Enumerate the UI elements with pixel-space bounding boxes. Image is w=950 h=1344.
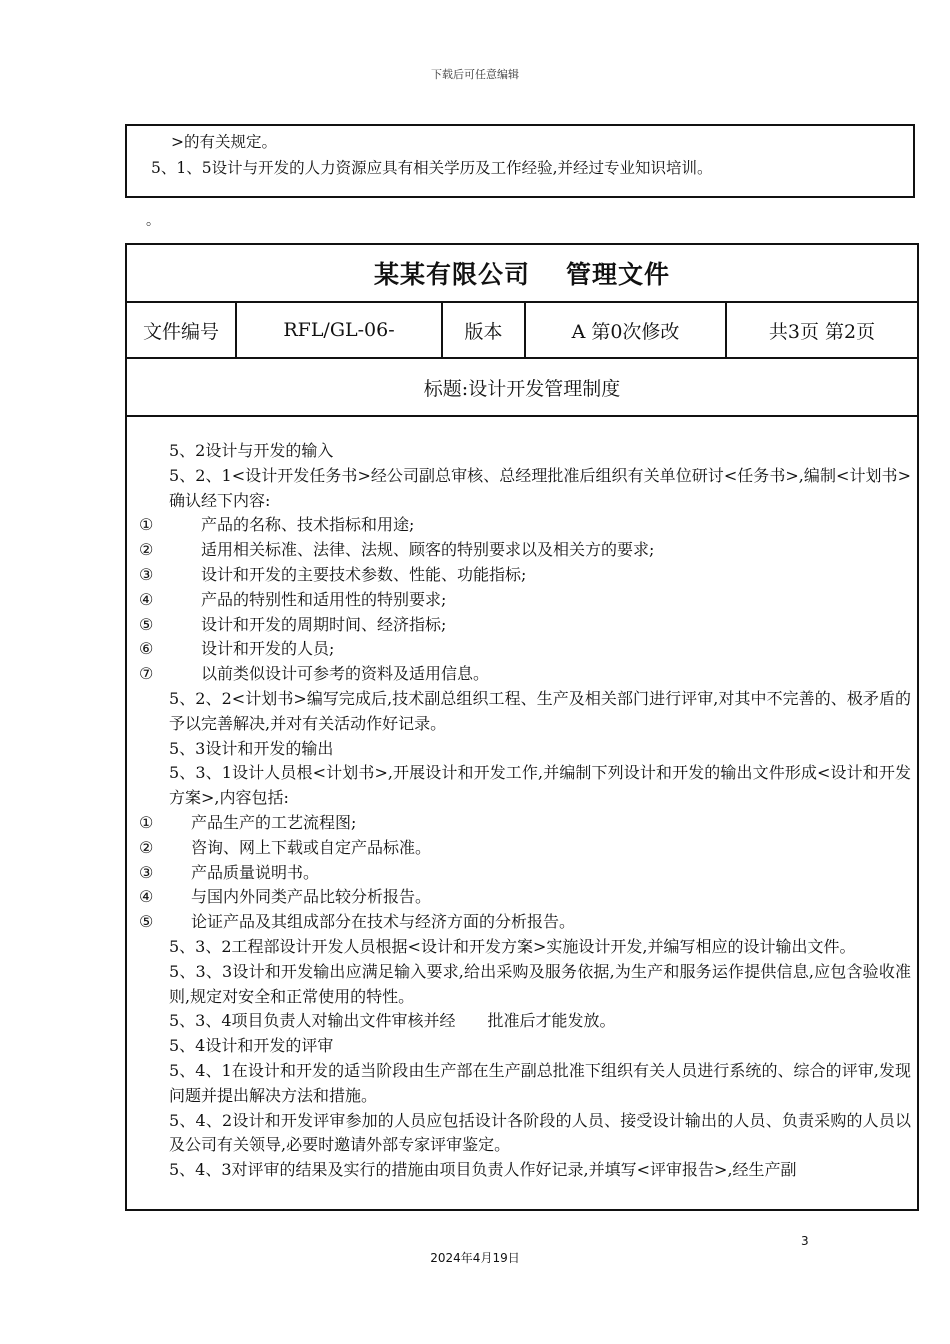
- list-item: [127, 563, 917, 588]
- list-number: ⑦: [139, 664, 154, 684]
- list-text: 咨询、网上下载或自定产品标准。: [191, 837, 432, 857]
- clause-5-3-2: 5、3、2工程部设计开发人员根据<设计和开发方案>实施设计开发,并编写相应的设计输出文件。: [169, 936, 856, 956]
- input-requirements-list: [127, 513, 917, 687]
- list-item: [127, 836, 917, 861]
- list-number: ①: [139, 812, 154, 832]
- section-5-4-heading: 5、4设计和开发的评审: [169, 1036, 334, 1056]
- list-text: 与国内外同类产品比较分析报告。: [191, 887, 432, 907]
- list-text: 以前类似设计可参考的资料及适用信息。: [201, 664, 490, 684]
- clause-5-3-4: 5、3、4项目负责人对输出文件审核并经 批准后才能发放。: [169, 1011, 616, 1031]
- list-number: ⑤: [139, 614, 154, 634]
- list-item: [127, 662, 917, 687]
- continued-text-box: [125, 124, 915, 198]
- list-number: ①: [139, 515, 154, 535]
- list-number: ⑤: [139, 912, 154, 932]
- list-number: ③: [139, 564, 154, 584]
- clause-5-4-3: 5、4、3对评审的结果及实行的措施由项目负责人作好记录,并填写<评审报告>,经生产副: [169, 1160, 797, 1180]
- list-text: 论证产品及其组成部分在技术与经济方面的分析报告。: [191, 912, 576, 932]
- page-header-note: 下载后可任意编辑: [431, 68, 519, 81]
- list-text: 设计和开发的人员;: [201, 639, 335, 659]
- list-number: ④: [139, 887, 154, 907]
- clause-5-1-5: 5、1、5设计与开发的人力资源应具有相关学历及工作经验,并经过专业知识培训。: [151, 159, 713, 177]
- section-5-3-heading: 5、3设计和开发的输出: [169, 738, 334, 758]
- version-label: 版本: [443, 303, 526, 357]
- list-number: ③: [139, 862, 154, 882]
- document-meta-row: [127, 303, 917, 359]
- list-item: [127, 588, 917, 613]
- list-text: 产品质量说明书。: [191, 862, 320, 882]
- clause-5-2-1: 5、2、1<设计开发任务书>经公司副总审核、总经理批准后组织有关单位研讨<任务书>,编制<计划书>确认经下内容:: [169, 465, 911, 510]
- version-value: A 第0次修改: [526, 303, 727, 357]
- list-item: [127, 637, 917, 662]
- list-text: 设计和开发的周期时间、经济指标;: [201, 614, 447, 634]
- list-text: 产品的名称、技术指标和用途;: [201, 515, 415, 535]
- list-item: [127, 910, 917, 935]
- list-number: ②: [139, 540, 154, 560]
- list-item: [127, 811, 917, 836]
- document-body: [127, 439, 917, 1183]
- list-number: ⑥: [139, 639, 154, 659]
- management-document-table: [125, 243, 919, 1211]
- stray-punctuation: 。: [146, 213, 160, 229]
- list-number: ④: [139, 589, 154, 609]
- list-item: [127, 613, 917, 638]
- list-item: [127, 885, 917, 910]
- clause-5-3-1: 5、3、1设计人员根<计划书>,开展设计和开发工作,并编制下列设计和开发的输出文件形成<设计和开发方案>,内容包括:: [169, 763, 911, 808]
- page-number: 3: [801, 1234, 809, 1248]
- clause-5-2-2: 5、2、2<计划书>编写完成后,技术副总组织工程、生产及相关部门进行评审,对其中不完善的、极矛盾的予以完善解决,并对有关活动作好记录。: [169, 688, 911, 733]
- list-item: [127, 513, 917, 538]
- document-title-row: [127, 245, 917, 303]
- footer-date: 2024年4月19日: [430, 1251, 520, 1265]
- output-documents-list: [127, 811, 917, 935]
- list-text: 产品生产的工艺流程图;: [191, 812, 357, 832]
- clause-5-4-2: 5、4、2设计和开发评审参加的人员应包括设计各阶段的人员、接受设计输出的人员、负责采购的人员以及公司有关领导,必要时邀请外部专家评审鉴定。: [169, 1110, 911, 1155]
- list-text: 适用相关标准、法律、法规、顾客的特别要求以及相关方的要求;: [201, 540, 655, 560]
- file-number-value: RFL/GL-06-: [237, 303, 443, 357]
- document-type: 管理文件: [566, 260, 671, 289]
- list-text: 设计和开发的主要技术参数、性能、功能指标;: [201, 564, 527, 584]
- file-number-label: 文件编号: [127, 303, 237, 357]
- list-number: ②: [139, 837, 154, 857]
- section-5-2-heading: 5、2设计与开发的输入: [169, 441, 334, 460]
- page-count: 共3页 第2页: [768, 320, 876, 343]
- list-item: [127, 538, 917, 563]
- company-name: 某某有限公司: [373, 260, 530, 289]
- list-item: [127, 861, 917, 886]
- clause-5-3-3: 5、3、3设计和开发输出应满足输入要求,给出采购及服务依据,为生产和服务运作提供信息,应包含验收准则,规定对安全和正常使用的特性。: [169, 961, 911, 1006]
- clause-5-4-1: 5、4、1在设计和开发的适当阶段由生产部在生产副总批准下组织有关人员进行系统的、综合的评审,发现问题并提出解决方法和措施。: [169, 1060, 911, 1105]
- continued-line: >的有关规定。: [171, 133, 277, 151]
- document-subject: 标题:设计开发管理制度: [127, 359, 917, 417]
- list-text: 产品的特别性和适用性的特别要求;: [201, 589, 447, 609]
